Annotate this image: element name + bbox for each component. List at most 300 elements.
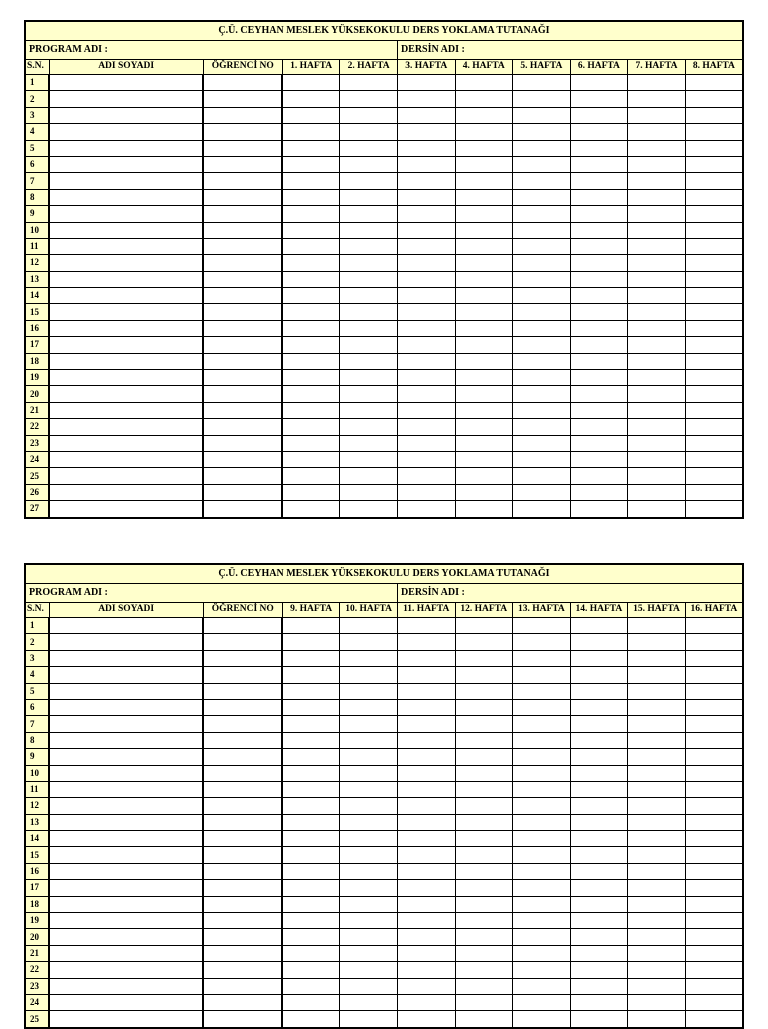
name-cell[interactable] — [49, 831, 203, 847]
attendance-cell[interactable] — [340, 75, 398, 91]
attendance-cell[interactable] — [397, 634, 455, 650]
attendance-cell[interactable] — [282, 124, 340, 140]
attendance-cell[interactable] — [628, 124, 686, 140]
attendance-cell[interactable] — [340, 716, 398, 732]
attendance-cell[interactable] — [513, 288, 571, 304]
attendance-cell[interactable] — [570, 716, 628, 732]
attendance-cell[interactable] — [455, 468, 513, 484]
attendance-cell[interactable] — [513, 913, 571, 929]
name-cell[interactable] — [49, 370, 203, 386]
attendance-cell[interactable] — [397, 831, 455, 847]
attendance-cell[interactable] — [455, 140, 513, 156]
attendance-cell[interactable] — [685, 798, 743, 814]
attendance-cell[interactable] — [570, 386, 628, 402]
student-no-cell[interactable] — [203, 634, 282, 650]
attendance-cell[interactable] — [628, 798, 686, 814]
attendance-cell[interactable] — [282, 863, 340, 879]
attendance-cell[interactable] — [397, 699, 455, 715]
attendance-cell[interactable] — [513, 650, 571, 666]
name-cell[interactable] — [49, 634, 203, 650]
attendance-cell[interactable] — [397, 749, 455, 765]
student-no-cell[interactable] — [203, 732, 282, 748]
attendance-cell[interactable] — [397, 173, 455, 189]
attendance-cell[interactable] — [513, 781, 571, 797]
name-cell[interactable] — [49, 222, 203, 238]
attendance-cell[interactable] — [455, 238, 513, 254]
attendance-cell[interactable] — [570, 337, 628, 353]
attendance-cell[interactable] — [455, 667, 513, 683]
attendance-cell[interactable] — [685, 353, 743, 369]
attendance-cell[interactable] — [628, 994, 686, 1010]
student-no-cell[interactable] — [203, 863, 282, 879]
attendance-cell[interactable] — [513, 978, 571, 994]
name-cell[interactable] — [49, 994, 203, 1010]
attendance-cell[interactable] — [282, 814, 340, 830]
attendance-cell[interactable] — [282, 994, 340, 1010]
attendance-cell[interactable] — [397, 683, 455, 699]
attendance-cell[interactable] — [340, 1011, 398, 1028]
student-no-cell[interactable] — [203, 222, 282, 238]
attendance-cell[interactable] — [628, 255, 686, 271]
attendance-cell[interactable] — [685, 419, 743, 435]
attendance-cell[interactable] — [455, 814, 513, 830]
name-cell[interactable] — [49, 271, 203, 287]
attendance-cell[interactable] — [628, 913, 686, 929]
attendance-cell[interactable] — [397, 962, 455, 978]
attendance-cell[interactable] — [570, 978, 628, 994]
attendance-cell[interactable] — [513, 765, 571, 781]
attendance-cell[interactable] — [340, 781, 398, 797]
attendance-cell[interactable] — [570, 732, 628, 748]
attendance-cell[interactable] — [282, 353, 340, 369]
attendance-cell[interactable] — [513, 798, 571, 814]
attendance-cell[interactable] — [513, 732, 571, 748]
attendance-cell[interactable] — [685, 765, 743, 781]
attendance-cell[interactable] — [455, 222, 513, 238]
student-no-cell[interactable] — [203, 156, 282, 172]
name-cell[interactable] — [49, 402, 203, 418]
attendance-cell[interactable] — [628, 419, 686, 435]
attendance-cell[interactable] — [570, 271, 628, 287]
attendance-cell[interactable] — [340, 863, 398, 879]
attendance-cell[interactable] — [340, 880, 398, 896]
attendance-cell[interactable] — [628, 238, 686, 254]
attendance-cell[interactable] — [685, 913, 743, 929]
student-no-cell[interactable] — [203, 173, 282, 189]
attendance-cell[interactable] — [455, 337, 513, 353]
attendance-cell[interactable] — [282, 435, 340, 451]
attendance-cell[interactable] — [340, 831, 398, 847]
attendance-cell[interactable] — [685, 618, 743, 634]
attendance-cell[interactable] — [513, 353, 571, 369]
attendance-cell[interactable] — [340, 304, 398, 320]
attendance-cell[interactable] — [570, 683, 628, 699]
student-no-cell[interactable] — [203, 501, 282, 518]
attendance-cell[interactable] — [628, 91, 686, 107]
attendance-cell[interactable] — [685, 386, 743, 402]
attendance-cell[interactable] — [282, 484, 340, 500]
attendance-cell[interactable] — [340, 370, 398, 386]
attendance-cell[interactable] — [628, 749, 686, 765]
name-cell[interactable] — [49, 732, 203, 748]
attendance-cell[interactable] — [513, 206, 571, 222]
attendance-cell[interactable] — [570, 994, 628, 1010]
student-no-cell[interactable] — [203, 618, 282, 634]
attendance-cell[interactable] — [340, 667, 398, 683]
attendance-cell[interactable] — [455, 929, 513, 945]
attendance-cell[interactable] — [570, 255, 628, 271]
attendance-cell[interactable] — [455, 271, 513, 287]
attendance-cell[interactable] — [340, 650, 398, 666]
attendance-cell[interactable] — [397, 288, 455, 304]
name-cell[interactable] — [49, 140, 203, 156]
attendance-cell[interactable] — [628, 765, 686, 781]
attendance-cell[interactable] — [455, 206, 513, 222]
attendance-cell[interactable] — [282, 75, 340, 91]
attendance-cell[interactable] — [397, 91, 455, 107]
attendance-cell[interactable] — [570, 238, 628, 254]
attendance-cell[interactable] — [340, 124, 398, 140]
attendance-cell[interactable] — [455, 451, 513, 467]
attendance-cell[interactable] — [282, 798, 340, 814]
attendance-cell[interactable] — [570, 419, 628, 435]
attendance-cell[interactable] — [685, 650, 743, 666]
student-no-cell[interactable] — [203, 716, 282, 732]
attendance-cell[interactable] — [397, 419, 455, 435]
attendance-cell[interactable] — [513, 304, 571, 320]
attendance-cell[interactable] — [628, 896, 686, 912]
attendance-cell[interactable] — [513, 847, 571, 863]
attendance-cell[interactable] — [282, 880, 340, 896]
attendance-cell[interactable] — [455, 749, 513, 765]
attendance-cell[interactable] — [282, 781, 340, 797]
attendance-cell[interactable] — [513, 124, 571, 140]
attendance-cell[interactable] — [513, 618, 571, 634]
attendance-cell[interactable] — [628, 451, 686, 467]
attendance-cell[interactable] — [570, 667, 628, 683]
attendance-cell[interactable] — [628, 484, 686, 500]
attendance-cell[interactable] — [513, 929, 571, 945]
attendance-cell[interactable] — [397, 929, 455, 945]
attendance-cell[interactable] — [628, 156, 686, 172]
attendance-cell[interactable] — [685, 189, 743, 205]
attendance-cell[interactable] — [340, 994, 398, 1010]
student-no-cell[interactable] — [203, 304, 282, 320]
attendance-cell[interactable] — [340, 222, 398, 238]
attendance-cell[interactable] — [685, 929, 743, 945]
attendance-cell[interactable] — [628, 107, 686, 123]
attendance-cell[interactable] — [455, 618, 513, 634]
attendance-cell[interactable] — [282, 189, 340, 205]
attendance-cell[interactable] — [628, 962, 686, 978]
attendance-cell[interactable] — [455, 913, 513, 929]
student-no-cell[interactable] — [203, 683, 282, 699]
student-no-cell[interactable] — [203, 765, 282, 781]
name-cell[interactable] — [49, 749, 203, 765]
attendance-cell[interactable] — [570, 124, 628, 140]
attendance-cell[interactable] — [397, 238, 455, 254]
name-cell[interactable] — [49, 962, 203, 978]
attendance-cell[interactable] — [685, 831, 743, 847]
name-cell[interactable] — [49, 468, 203, 484]
attendance-cell[interactable] — [340, 847, 398, 863]
attendance-cell[interactable] — [685, 124, 743, 140]
attendance-cell[interactable] — [570, 288, 628, 304]
attendance-cell[interactable] — [282, 173, 340, 189]
attendance-cell[interactable] — [455, 501, 513, 518]
attendance-cell[interactable] — [282, 929, 340, 945]
attendance-cell[interactable] — [282, 978, 340, 994]
attendance-cell[interactable] — [513, 91, 571, 107]
attendance-cell[interactable] — [570, 140, 628, 156]
name-cell[interactable] — [49, 435, 203, 451]
attendance-cell[interactable] — [513, 683, 571, 699]
attendance-cell[interactable] — [397, 402, 455, 418]
name-cell[interactable] — [49, 765, 203, 781]
attendance-cell[interactable] — [455, 255, 513, 271]
attendance-cell[interactable] — [628, 618, 686, 634]
attendance-cell[interactable] — [397, 781, 455, 797]
attendance-cell[interactable] — [282, 913, 340, 929]
name-cell[interactable] — [49, 91, 203, 107]
attendance-cell[interactable] — [455, 699, 513, 715]
attendance-cell[interactable] — [513, 1011, 571, 1028]
student-no-cell[interactable] — [203, 896, 282, 912]
attendance-cell[interactable] — [340, 402, 398, 418]
attendance-cell[interactable] — [570, 353, 628, 369]
attendance-cell[interactable] — [685, 91, 743, 107]
attendance-cell[interactable] — [513, 994, 571, 1010]
attendance-cell[interactable] — [455, 732, 513, 748]
attendance-cell[interactable] — [282, 732, 340, 748]
attendance-cell[interactable] — [628, 1011, 686, 1028]
attendance-cell[interactable] — [628, 173, 686, 189]
attendance-cell[interactable] — [570, 831, 628, 847]
attendance-cell[interactable] — [397, 255, 455, 271]
attendance-cell[interactable] — [513, 402, 571, 418]
attendance-cell[interactable] — [282, 222, 340, 238]
attendance-cell[interactable] — [685, 716, 743, 732]
attendance-cell[interactable] — [282, 847, 340, 863]
attendance-cell[interactable] — [685, 962, 743, 978]
attendance-cell[interactable] — [282, 271, 340, 287]
attendance-cell[interactable] — [685, 978, 743, 994]
name-cell[interactable] — [49, 978, 203, 994]
attendance-cell[interactable] — [570, 501, 628, 518]
student-no-cell[interactable] — [203, 847, 282, 863]
attendance-cell[interactable] — [397, 370, 455, 386]
attendance-cell[interactable] — [685, 238, 743, 254]
attendance-cell[interactable] — [570, 847, 628, 863]
attendance-cell[interactable] — [340, 484, 398, 500]
attendance-cell[interactable] — [685, 206, 743, 222]
attendance-cell[interactable] — [513, 386, 571, 402]
attendance-cell[interactable] — [397, 798, 455, 814]
attendance-cell[interactable] — [340, 271, 398, 287]
attendance-cell[interactable] — [282, 501, 340, 518]
student-no-cell[interactable] — [203, 271, 282, 287]
attendance-cell[interactable] — [685, 634, 743, 650]
attendance-cell[interactable] — [628, 75, 686, 91]
student-no-cell[interactable] — [203, 814, 282, 830]
attendance-cell[interactable] — [570, 222, 628, 238]
student-no-cell[interactable] — [203, 798, 282, 814]
attendance-cell[interactable] — [340, 618, 398, 634]
attendance-cell[interactable] — [685, 255, 743, 271]
name-cell[interactable] — [49, 484, 203, 500]
attendance-cell[interactable] — [397, 484, 455, 500]
name-cell[interactable] — [49, 107, 203, 123]
attendance-cell[interactable] — [685, 749, 743, 765]
attendance-cell[interactable] — [685, 781, 743, 797]
attendance-cell[interactable] — [397, 978, 455, 994]
attendance-cell[interactable] — [282, 419, 340, 435]
attendance-cell[interactable] — [570, 370, 628, 386]
name-cell[interactable] — [49, 847, 203, 863]
attendance-cell[interactable] — [628, 978, 686, 994]
attendance-cell[interactable] — [340, 929, 398, 945]
attendance-cell[interactable] — [397, 451, 455, 467]
attendance-cell[interactable] — [340, 945, 398, 961]
attendance-cell[interactable] — [685, 451, 743, 467]
attendance-cell[interactable] — [628, 634, 686, 650]
attendance-cell[interactable] — [513, 501, 571, 518]
attendance-cell[interactable] — [397, 206, 455, 222]
student-no-cell[interactable] — [203, 75, 282, 91]
attendance-cell[interactable] — [455, 962, 513, 978]
attendance-cell[interactable] — [282, 618, 340, 634]
attendance-cell[interactable] — [397, 435, 455, 451]
student-no-cell[interactable] — [203, 140, 282, 156]
name-cell[interactable] — [49, 945, 203, 961]
attendance-cell[interactable] — [570, 798, 628, 814]
attendance-cell[interactable] — [513, 419, 571, 435]
name-cell[interactable] — [49, 238, 203, 254]
course-name-field[interactable]: DERSİN ADI : — [397, 584, 743, 603]
student-no-cell[interactable] — [203, 337, 282, 353]
attendance-cell[interactable] — [340, 468, 398, 484]
attendance-cell[interactable] — [513, 435, 571, 451]
attendance-cell[interactable] — [397, 337, 455, 353]
name-cell[interactable] — [49, 206, 203, 222]
attendance-cell[interactable] — [455, 880, 513, 896]
attendance-cell[interactable] — [397, 716, 455, 732]
attendance-cell[interactable] — [570, 468, 628, 484]
attendance-cell[interactable] — [397, 189, 455, 205]
student-no-cell[interactable] — [203, 255, 282, 271]
attendance-cell[interactable] — [282, 634, 340, 650]
attendance-cell[interactable] — [455, 402, 513, 418]
program-name-field[interactable]: PROGRAM ADI : — [25, 41, 397, 60]
attendance-cell[interactable] — [513, 451, 571, 467]
attendance-cell[interactable] — [513, 863, 571, 879]
student-no-cell[interactable] — [203, 451, 282, 467]
student-no-cell[interactable] — [203, 962, 282, 978]
student-no-cell[interactable] — [203, 238, 282, 254]
attendance-cell[interactable] — [570, 435, 628, 451]
attendance-cell[interactable] — [397, 667, 455, 683]
attendance-cell[interactable] — [455, 896, 513, 912]
attendance-cell[interactable] — [455, 320, 513, 336]
attendance-cell[interactable] — [455, 124, 513, 140]
attendance-cell[interactable] — [340, 337, 398, 353]
attendance-cell[interactable] — [685, 156, 743, 172]
attendance-cell[interactable] — [570, 1011, 628, 1028]
attendance-cell[interactable] — [628, 929, 686, 945]
attendance-cell[interactable] — [628, 206, 686, 222]
name-cell[interactable] — [49, 501, 203, 518]
attendance-cell[interactable] — [455, 107, 513, 123]
name-cell[interactable] — [49, 798, 203, 814]
attendance-cell[interactable] — [282, 288, 340, 304]
attendance-cell[interactable] — [570, 863, 628, 879]
student-no-cell[interactable] — [203, 978, 282, 994]
name-cell[interactable] — [49, 353, 203, 369]
attendance-cell[interactable] — [397, 994, 455, 1010]
attendance-cell[interactable] — [282, 962, 340, 978]
attendance-cell[interactable] — [455, 831, 513, 847]
attendance-cell[interactable] — [628, 650, 686, 666]
attendance-cell[interactable] — [570, 962, 628, 978]
attendance-cell[interactable] — [282, 699, 340, 715]
attendance-cell[interactable] — [282, 831, 340, 847]
attendance-cell[interactable] — [570, 929, 628, 945]
attendance-cell[interactable] — [570, 814, 628, 830]
attendance-cell[interactable] — [628, 222, 686, 238]
attendance-cell[interactable] — [628, 683, 686, 699]
attendance-cell[interactable] — [340, 419, 398, 435]
attendance-cell[interactable] — [455, 75, 513, 91]
attendance-cell[interactable] — [282, 468, 340, 484]
attendance-cell[interactable] — [340, 255, 398, 271]
student-no-cell[interactable] — [203, 484, 282, 500]
attendance-cell[interactable] — [397, 896, 455, 912]
attendance-cell[interactable] — [282, 370, 340, 386]
attendance-cell[interactable] — [282, 451, 340, 467]
student-no-cell[interactable] — [203, 353, 282, 369]
attendance-cell[interactable] — [628, 468, 686, 484]
attendance-cell[interactable] — [282, 650, 340, 666]
attendance-cell[interactable] — [628, 320, 686, 336]
attendance-cell[interactable] — [685, 75, 743, 91]
attendance-cell[interactable] — [513, 370, 571, 386]
name-cell[interactable] — [49, 304, 203, 320]
attendance-cell[interactable] — [628, 435, 686, 451]
attendance-cell[interactable] — [455, 435, 513, 451]
student-no-cell[interactable] — [203, 913, 282, 929]
attendance-cell[interactable] — [397, 320, 455, 336]
attendance-cell[interactable] — [455, 353, 513, 369]
attendance-cell[interactable] — [397, 140, 455, 156]
attendance-cell[interactable] — [685, 1011, 743, 1028]
attendance-cell[interactable] — [570, 618, 628, 634]
student-no-cell[interactable] — [203, 994, 282, 1010]
attendance-cell[interactable] — [397, 468, 455, 484]
attendance-cell[interactable] — [685, 699, 743, 715]
attendance-cell[interactable] — [282, 765, 340, 781]
student-no-cell[interactable] — [203, 831, 282, 847]
attendance-cell[interactable] — [685, 896, 743, 912]
attendance-cell[interactable] — [685, 288, 743, 304]
attendance-cell[interactable] — [685, 683, 743, 699]
attendance-cell[interactable] — [455, 847, 513, 863]
attendance-cell[interactable] — [340, 814, 398, 830]
attendance-cell[interactable] — [397, 156, 455, 172]
student-no-cell[interactable] — [203, 386, 282, 402]
attendance-cell[interactable] — [685, 945, 743, 961]
student-no-cell[interactable] — [203, 667, 282, 683]
attendance-cell[interactable] — [513, 140, 571, 156]
